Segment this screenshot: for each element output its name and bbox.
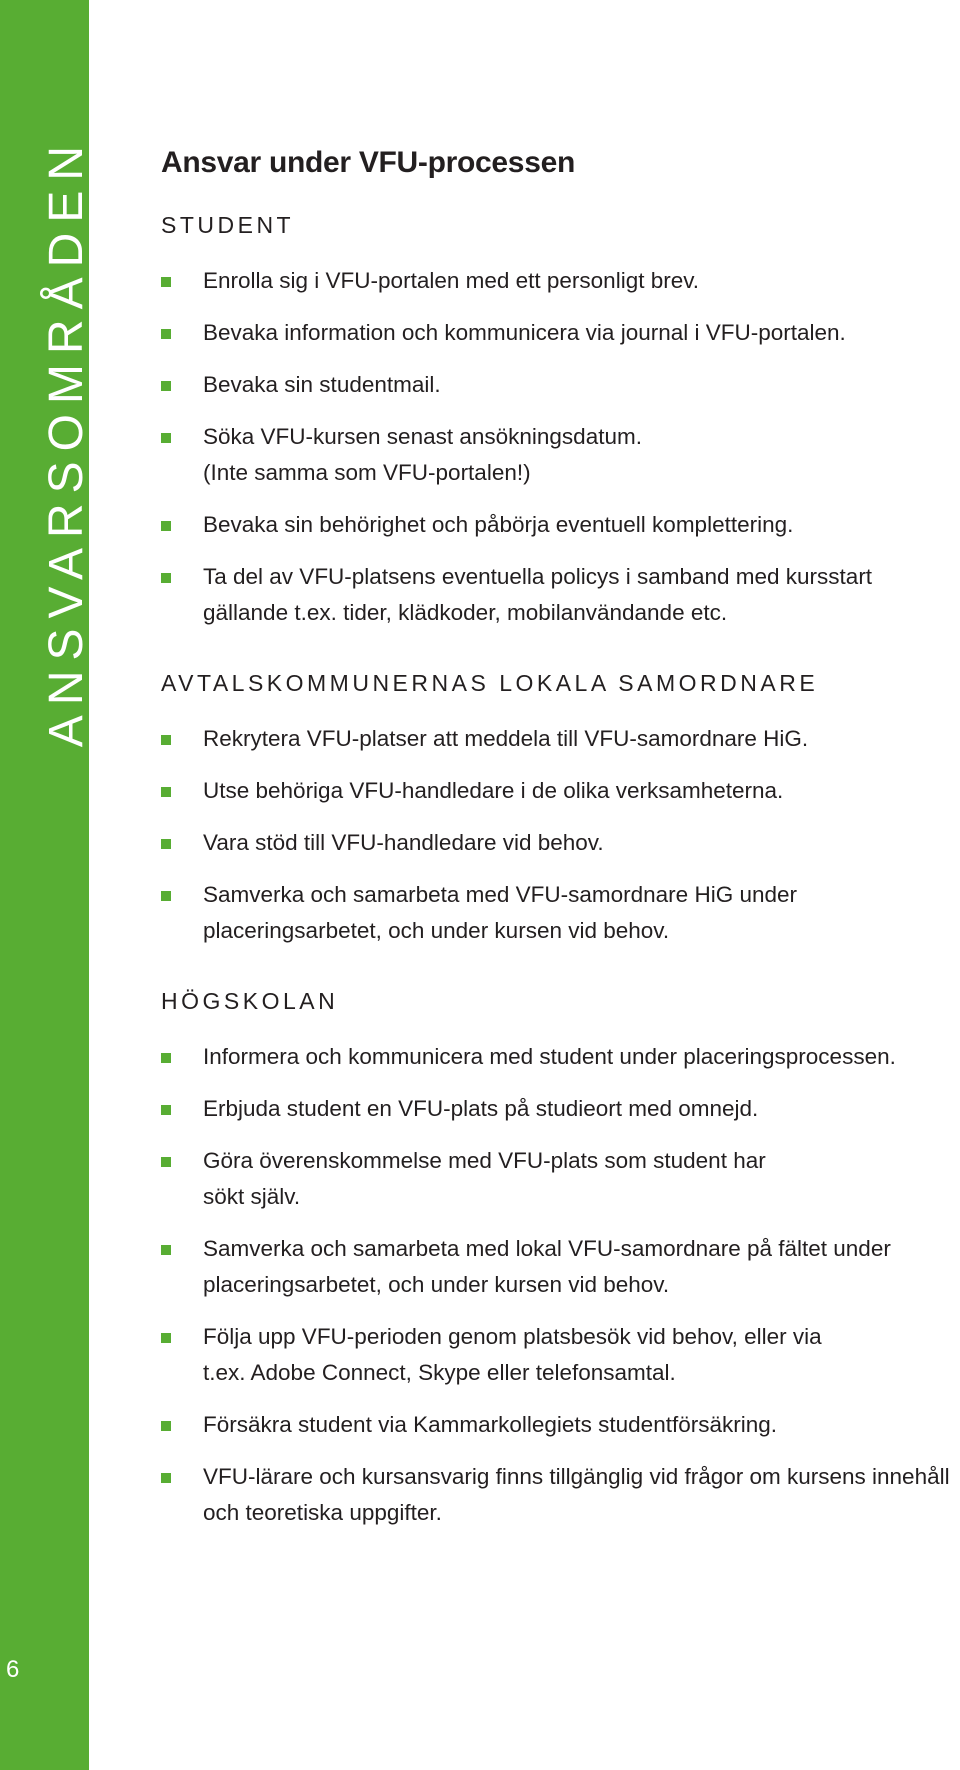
list-item (161, 721, 951, 757)
list-item-text: Följa upp VFU-perioden genom platsbesök vid behov, eller via t.ex. Adobe Connect, Skype eller telefonsamtal. (203, 1324, 822, 1385)
list-item (161, 1091, 951, 1127)
section-title: STUDENT (161, 212, 295, 238)
square-bullet-icon (161, 1473, 171, 1483)
list-item (161, 315, 951, 351)
section-municipal-coordinator (161, 669, 951, 949)
list-item-text: Erbjuda student en VFU-plats på studieort med omnejd. (203, 1096, 759, 1121)
square-bullet-icon (161, 1053, 171, 1063)
list-item (161, 367, 951, 403)
list-item (161, 1459, 951, 1531)
main-content (161, 145, 951, 1569)
square-bullet-icon (161, 277, 171, 287)
list-item (161, 877, 951, 949)
square-bullet-icon (161, 839, 171, 849)
list-item-text: Försäkra student via Kammarkollegiets studentförsäkring. (203, 1412, 778, 1437)
list-item (161, 263, 951, 299)
square-bullet-icon (161, 381, 171, 391)
section-university (161, 987, 951, 1531)
list-item (161, 773, 951, 809)
square-bullet-icon (161, 1245, 171, 1255)
page-title: Ansvar under VFU-processen (161, 146, 575, 179)
list-item-text: Utse behöriga VFU-handledare i de olika verksamheterna. (203, 778, 784, 803)
responsibility-list (161, 721, 951, 949)
square-bullet-icon (161, 787, 171, 797)
sidebar-title-wrapper (40, 136, 93, 876)
responsibility-list (161, 263, 951, 631)
list-item-text: Samverka och samarbeta med lokal VFU-samordnare på fältet under placeringsarbetet, och under kursen vid behov. (203, 1236, 891, 1297)
square-bullet-icon (161, 521, 171, 531)
square-bullet-icon (161, 329, 171, 339)
list-item-text: Informera och kommunicera med student under placeringsprocessen. (203, 1044, 896, 1069)
list-item (161, 1039, 951, 1075)
list-item-text: Göra överenskommelse med VFU-plats som student har sökt själv. (203, 1148, 766, 1209)
list-item-text: Bevaka sin studentmail. (203, 372, 441, 397)
list-item (161, 559, 951, 631)
list-item-text: Bevaka information och kommunicera via journal i VFU-portalen. (203, 320, 846, 345)
square-bullet-icon (161, 1333, 171, 1343)
square-bullet-icon (161, 1421, 171, 1431)
section-student (161, 211, 951, 631)
list-item (161, 419, 951, 491)
square-bullet-icon (161, 433, 171, 443)
page-number: 6 (6, 1656, 20, 1683)
list-item-text: Söka VFU-kursen senast ansökningsdatum. (Inte samma som VFU-portalen!) (203, 424, 642, 485)
list-item-text: Enrolla sig i VFU-portalen med ett personligt brev. (203, 268, 700, 293)
list-item (161, 1407, 951, 1443)
section-title: HÖGSKOLAN (161, 988, 339, 1014)
sidebar (0, 0, 93, 1770)
responsibility-list (161, 1039, 951, 1531)
list-item (161, 1143, 951, 1215)
list-item (161, 1319, 951, 1391)
square-bullet-icon (161, 1105, 171, 1115)
square-bullet-icon (161, 891, 171, 901)
square-bullet-icon (161, 735, 171, 745)
square-bullet-icon (161, 573, 171, 583)
list-item-text: Rekrytera VFU-platser att meddela till VFU-samordnare HiG. (203, 726, 809, 751)
list-item (161, 1231, 951, 1303)
section-title: AVTALSKOMMUNERNAS LOKALA SAMORDNARE (161, 670, 819, 696)
list-item (161, 507, 951, 543)
sidebar-title: ANSVARSOMRÅDEN (40, 136, 93, 748)
list-item-text: Vara stöd till VFU-handledare vid behov. (203, 830, 604, 855)
list-item-text: Bevaka sin behörighet och påbörja eventuell komplettering. (203, 512, 794, 537)
list-item-text: Ta del av VFU-platsens eventuella policys i samband med kursstart gällande t.ex. tider, klädkoder, mobilanvändande etc. (203, 564, 873, 625)
list-item-text: VFU-lärare och kursansvarig finns tillgänglig vid frågor om kursens innehåll och teoretiska uppgifter. (203, 1464, 950, 1525)
list-item-text: Samverka och samarbeta med VFU-samordnare HiG under placeringsarbetet, och under kursen vid behov. (203, 882, 797, 943)
list-item (161, 825, 951, 861)
square-bullet-icon (161, 1157, 171, 1167)
